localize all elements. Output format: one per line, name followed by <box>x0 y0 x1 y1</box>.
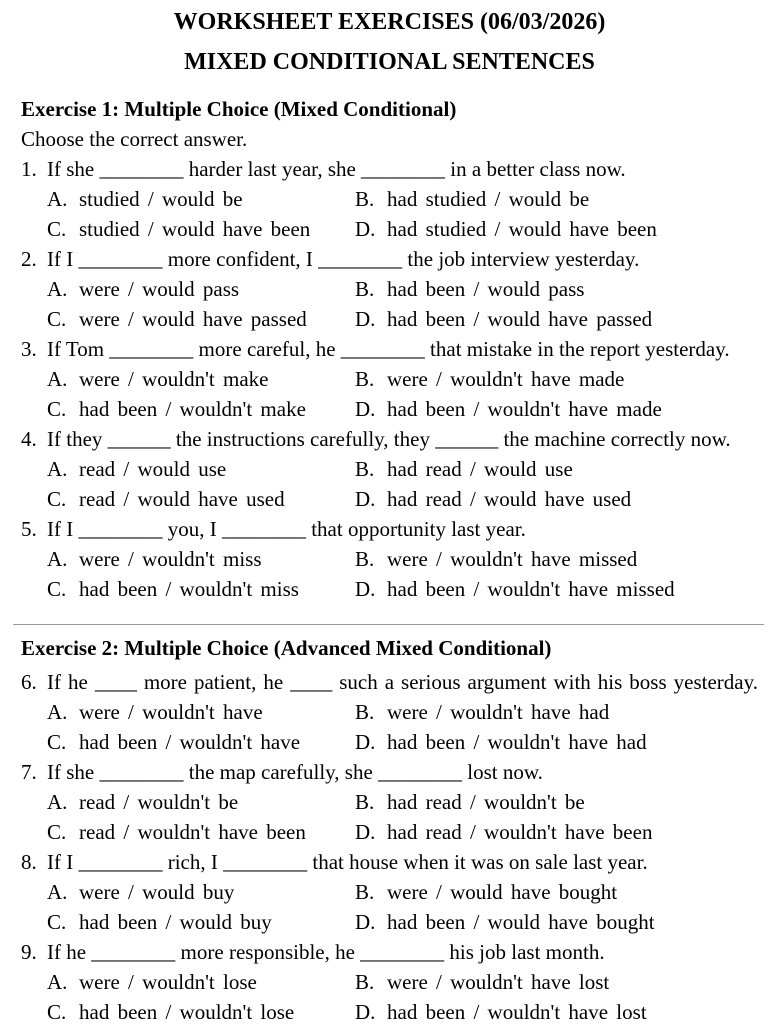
exercise-2-questions <box>21 667 758 1027</box>
option-text: were / wouldn't have <box>79 700 263 724</box>
question-4-options <box>21 454 758 514</box>
question-number: 9. <box>21 940 37 964</box>
option-label: A. <box>47 277 68 301</box>
question-6-sentence <box>21 667 758 697</box>
option-text: had been / wouldn't make <box>79 397 306 421</box>
option-2b <box>355 274 758 304</box>
option-4b <box>355 454 758 484</box>
option-text: had been / wouldn't lose <box>79 1000 295 1024</box>
option-label: C. <box>47 730 67 754</box>
option-label: C. <box>47 577 67 601</box>
option-4c <box>47 484 355 514</box>
question-5-sentence <box>21 514 758 544</box>
option-3c <box>47 394 355 424</box>
question-7-sentence <box>21 757 758 787</box>
option-text: had been / wouldn't have <box>79 730 301 754</box>
option-label: A. <box>47 880 68 904</box>
question-7 <box>21 757 758 847</box>
option-4d <box>355 484 758 514</box>
option-text: studied / would have been <box>79 217 311 241</box>
option-text: had studied / would have been <box>387 217 657 241</box>
option-9c <box>47 997 355 1027</box>
question-text: If she ________ the map carefully, she ________ lost now. <box>47 760 543 784</box>
question-6 <box>21 667 758 757</box>
option-7b <box>355 787 758 817</box>
option-text: had been / would buy <box>79 910 272 934</box>
exercise-1-section <box>21 94 758 604</box>
option-3d <box>355 394 758 424</box>
option-text: had been / would pass <box>387 277 585 301</box>
option-8d <box>355 907 758 937</box>
question-1-sentence <box>21 154 758 184</box>
option-text: had read / wouldn't have been <box>387 820 653 844</box>
option-text: had read / would have used <box>387 487 632 511</box>
option-text: read / wouldn't be <box>79 790 239 814</box>
question-number: 3. <box>21 337 37 361</box>
option-label: C. <box>47 397 67 421</box>
worksheet-subtitle: MIXED CONDITIONAL SENTENCES <box>184 49 595 75</box>
question-3 <box>21 334 758 424</box>
option-text: were / would pass <box>79 277 240 301</box>
option-text: were / would buy <box>79 880 235 904</box>
option-3a <box>47 364 355 394</box>
option-label: A. <box>47 700 68 724</box>
option-1b <box>355 184 758 214</box>
option-label: C. <box>47 487 67 511</box>
option-label: D. <box>355 910 376 934</box>
question-text: If I ________ more confident, I ________ the job interview yesterday. <box>47 247 640 271</box>
option-9b <box>355 967 758 997</box>
option-2a <box>47 274 355 304</box>
option-label: A. <box>47 547 68 571</box>
option-label: A. <box>47 790 68 814</box>
question-3-sentence <box>21 334 758 364</box>
question-number: 5. <box>21 517 37 541</box>
option-7a <box>47 787 355 817</box>
option-label: A. <box>47 187 68 211</box>
option-3b <box>355 364 758 394</box>
option-8b <box>355 877 758 907</box>
option-6c <box>47 727 355 757</box>
option-8a <box>47 877 355 907</box>
option-text: were / wouldn't miss <box>79 547 262 571</box>
exercise-2-heading: Exercise 2: Multiple Choice (Advanced Mixed Conditional) <box>21 636 552 660</box>
option-text: were / wouldn't have lost <box>387 970 610 994</box>
option-6a <box>47 697 355 727</box>
question-2 <box>21 244 758 334</box>
option-5d <box>355 574 758 604</box>
option-text: were / would have passed <box>79 307 307 331</box>
option-text: were / wouldn't have made <box>387 367 625 391</box>
question-number: 6. <box>21 670 37 694</box>
option-1a <box>47 184 355 214</box>
question-9-options <box>21 967 758 1027</box>
option-label: D. <box>355 1000 376 1024</box>
option-label: B. <box>355 457 375 481</box>
option-text: were / wouldn't have missed <box>387 547 638 571</box>
question-number: 1. <box>21 157 37 181</box>
option-label: B. <box>355 187 375 211</box>
option-text: had read / would use <box>387 457 573 481</box>
question-9-sentence <box>21 937 758 967</box>
question-number: 8. <box>21 850 37 874</box>
option-text: had read / wouldn't be <box>387 790 585 814</box>
option-7c <box>47 817 355 847</box>
question-text: If I ________ rich, I ________ that house when it was on sale last year. <box>47 850 648 874</box>
option-text: read / would use <box>79 457 227 481</box>
option-label: C. <box>47 1000 67 1024</box>
question-text: If I ________ you, I ________ that opportunity last year. <box>47 517 526 541</box>
option-5c <box>47 574 355 604</box>
option-text: read / would have used <box>79 487 285 511</box>
option-1c <box>47 214 355 244</box>
option-text: had been / would have bought <box>387 910 655 934</box>
option-label: D. <box>355 730 376 754</box>
option-label: A. <box>47 970 68 994</box>
question-text: If they ______ the instructions carefully, they ______ the machine correctly now. <box>47 427 731 451</box>
option-4a <box>47 454 355 484</box>
option-6b <box>355 697 758 727</box>
question-3-options <box>21 364 758 424</box>
question-text: If she ________ harder last year, she ________ in a better class now. <box>47 157 626 181</box>
question-9 <box>21 937 758 1027</box>
option-text: were / wouldn't have had <box>387 700 610 724</box>
option-label: D. <box>355 487 376 511</box>
option-label: D. <box>355 217 376 241</box>
question-5-options <box>21 544 758 604</box>
option-label: A. <box>47 457 68 481</box>
option-6d <box>355 727 758 757</box>
question-5 <box>21 514 758 604</box>
question-8-options <box>21 877 758 937</box>
question-2-sentence <box>21 244 758 274</box>
option-label: D. <box>355 820 376 844</box>
option-label: B. <box>355 367 375 391</box>
option-text: had been / wouldn't have made <box>387 397 662 421</box>
option-label: C. <box>47 217 67 241</box>
option-text: had studied / would be <box>387 187 590 211</box>
question-8-sentence <box>21 847 758 877</box>
question-6-options <box>21 697 758 757</box>
option-label: B. <box>355 547 375 571</box>
exercise-2-section <box>21 633 758 1027</box>
option-text: had been / wouldn't miss <box>79 577 299 601</box>
option-label: B. <box>355 700 375 724</box>
option-label: D. <box>355 307 376 331</box>
section-divider <box>13 624 764 625</box>
question-number: 2. <box>21 247 37 271</box>
option-label: C. <box>47 307 67 331</box>
option-label: D. <box>355 577 376 601</box>
question-7-options <box>21 787 758 847</box>
option-label: B. <box>355 277 375 301</box>
option-text: were / wouldn't lose <box>79 970 257 994</box>
option-9a <box>47 967 355 997</box>
question-number: 7. <box>21 760 37 784</box>
option-text: had been / wouldn't have missed <box>387 577 675 601</box>
question-8 <box>21 847 758 937</box>
option-2d <box>355 304 758 334</box>
option-label: B. <box>355 880 375 904</box>
option-7d <box>355 817 758 847</box>
option-5a <box>47 544 355 574</box>
question-text: If he ____ more patient, he ____ such a serious argument with his boss yesterday. <box>47 670 758 694</box>
option-label: C. <box>47 910 67 934</box>
option-1d <box>355 214 758 244</box>
option-label: B. <box>355 970 375 994</box>
option-2c <box>47 304 355 334</box>
option-text: read / wouldn't have been <box>79 820 306 844</box>
exercise-1-heading: Exercise 1: Multiple Choice (Mixed Conditional) <box>21 97 457 121</box>
question-text: If Tom ________ more careful, he ________ that mistake in the report yesterday. <box>47 337 730 361</box>
option-text: studied / would be <box>79 187 243 211</box>
option-label: A. <box>47 367 68 391</box>
option-text: had been / would have passed <box>387 307 653 331</box>
option-label: C. <box>47 820 67 844</box>
question-1 <box>21 154 758 244</box>
option-5b <box>355 544 758 574</box>
question-4-sentence <box>21 424 758 454</box>
question-text: If he ________ more responsible, he ________ his job last month. <box>47 940 605 964</box>
option-8c <box>47 907 355 937</box>
option-text: were / would have bought <box>387 880 618 904</box>
worksheet-title: WORKSHEET EXERCISES (06/03/2026) <box>173 9 606 35</box>
option-text: were / wouldn't make <box>79 367 269 391</box>
question-4 <box>21 424 758 514</box>
question-number: 4. <box>21 427 37 451</box>
option-text: had been / wouldn't have had <box>387 730 647 754</box>
option-text: had been / wouldn't have lost <box>387 1000 647 1024</box>
option-9d <box>355 997 758 1027</box>
question-1-options <box>21 184 758 244</box>
exercise-1-instruction: Choose the correct answer. <box>21 127 248 151</box>
option-label: B. <box>355 790 375 814</box>
question-2-options <box>21 274 758 334</box>
option-label: D. <box>355 397 376 421</box>
